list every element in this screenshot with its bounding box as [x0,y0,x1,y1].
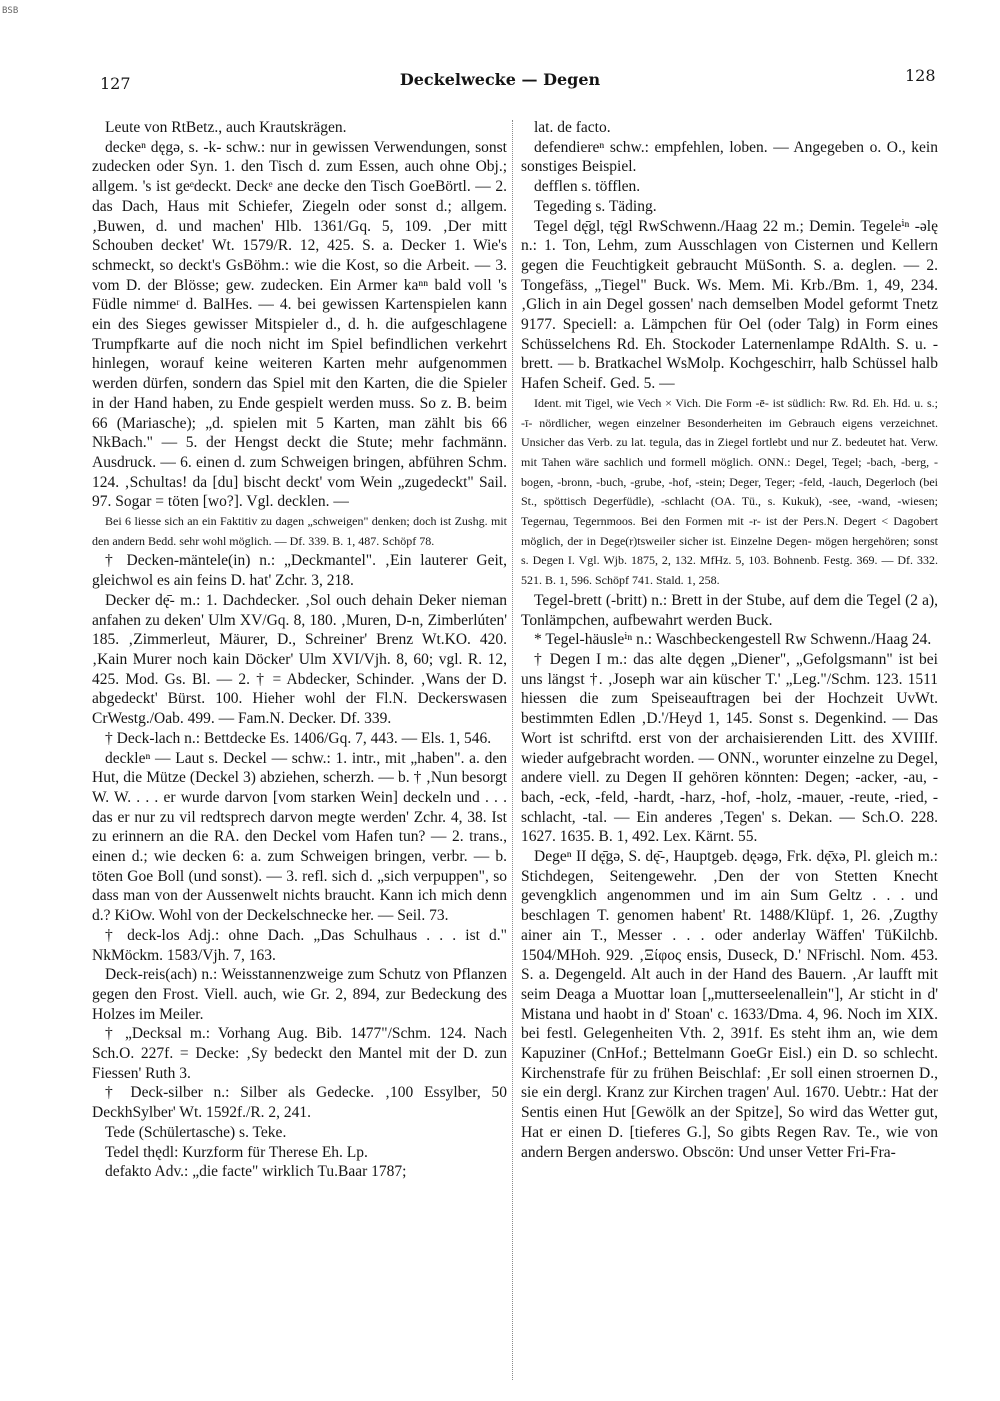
right-column [521,118,938,1388]
entry-paragraph: † „Decksal m.: Vorhang Aug. Bib. 1477"/Schm. 124. Nach Sch.O. 227f. = Decke: ‚Sy bedeckt den Mantel mit der D. zun Fiessen' Ruth 3. [92,1025,507,1082]
page-number-right: 128 [905,66,936,85]
entry-paragraph: lat. de facto. [534,119,611,136]
entry-paragraph: defakto Adv.: „die facte" wirklich Tu.Baar 1787; [105,1163,407,1181]
entry-paragraph: Decker dę̄- m.: 1. Dachdecker. ‚Sol ouch dehain Deker nieman anfahen zu deken' Ulm XV/Gq. 8, 180. ‚Muren, D-n, Zimberlúten' 185. ‚Zimmerleut, Mäurer, D., Schreiner' Brenz Wt.KO. 420. ‚Kain Murer noch kain Döcker' Ulm XVI/Vjh. 8, 60; vgl. R. 12, 425. Mod. Gs. Bl. — 2. † = Abdecker, Schinder. ‚Wans der D. abgedeckt' Bürst. 100. Hieher wohl der Fl.N. Deckerswasen CrWestg./Oab. 499. — Fam.N. Decker. Df. 339. [92,591,507,728]
entry-paragraph: † Decken-mäntele(in) n.: „Deckmantel". ‚Ein lauterer Geit, gleichwol es ain feins D. hat' Zchr. 3, 218. [92,552,507,590]
entry-paragraph: * Tegel-häusleⁱⁿ n.: Waschbeckengestell Rw Schwenn./Haag 24. [534,631,932,649]
running-title: Deckelwecke — Degen [399,70,601,89]
entry-paragraph: Tedel thędl: Kurzform für Therese Eh. Lp. [105,1143,368,1161]
entry-paragraph: † deck-los Adj.: ohne Dach. „Das Schulhaus . . . ist d." NkMöckm. 1583/Vjh. 7, 163. [92,926,507,964]
etymology-note: Ident. mit Tigel, wie Vech × Vich. Die Form -ē- ist südlich: Rw. Rd. Eh. Hd. u. s.; -ī- nördlicher, wegen einzelner Besonderheiten im Gebrauch eigens verzeichnet. Unsicher das Verb. zu lat. tegula, das in Ziegel fortlebt und nur Z. bedeutet hat. Verw. mit Tahen wäre sachlich und formell möglich. ONN.: Degel, Tegel; -bach, -berg, -bogen, -bronn, -buch, -grube, -hof, -stein; Deger, Teger; -feld, -lauch, Degerloch (bei St., spöttisch Degerfüdle), -schlacht (OA. Tü., s. Kukuk), -see, -wand, -wiesen; Tegernau, Tegernmoos. Bei den Formen mit -r- ist der Pers.N. Degert < Dagobert möglich, der in Dege(r)tsweiler sicher ist. Einzelne Degen- mögen hergehören; sonst s. Degen I. Vgl. Wjb. 1875, 2, 132. MfHz. 5, 103. Bohnenb. Festg. 369. — Df. 332. 521. B. 1, 596. Schöpf 741. Stald. 1, 258. [521,395,938,588]
entry-paragraph: defflen s. töfflen. [534,178,641,196]
left-column [92,118,507,1388]
entry-paragraph: Tegel-brett (-britt) n.: Brett in der Stube, auf dem die Tegel (2 a), Tonlämpchen, aufbewahrt werden Buck. [521,591,938,629]
column-divider [512,120,513,1380]
entry-paragraph: Degeⁿ II dę̄gə, S. dę̄-, Hauptgeb. dęəgə, Frk. dę̄xə, Pl. gleich m.: Stichdegen, Seitengewehr. ‚Den der von Stetten Knecht gevengklich angenommen und im ain Sum Geltz . . . und beschlagen T. genomen habent' Rt. 1488/Klüpf. 1, 26. ‚Zugthy ainer ain T., Messer . . . oder anderlay Wäffen' TüKilchb. 1504/MHoh. 929. ‚Ξίφος ensis, Duseck, D.' NFrischl. Nom. 453. S. a. Degengeld. Alt auch in der Hand des Bauern. ‚Ar laufft mit seim Deaga a Muottar loan [„mutterseelenallein"], Ar sticht in d' Mistana und haobt in d' Stoan' c. 1633/Dma. 4, 96. Noch im XIX. bei festl. Gelegenheiten Vth. 2, 391f. Es steht ihm an, wie dem Kapuziner (CnHof.; Bettelmann GoeGr Eisl.) ein D. so schlecht. Kirchenstrafe für zu frühen Beischlaf: ‚Er soll einen stroernen D., sie ein dergl. Kranz zur Kirchen tragen' Aul. 1670. Uebtr.: Hat der Sentis einen Hut [Gewölk an der Spitze], So wird das Wetter gut, Hat er einen D. [tieferes G.], So gibts Regen Rav. Te., wie von andern Bergen anderswo. Obscön: Und unser Vetter Fri-Fra- [521,848,938,1161]
entry-paragraph: Deck-reis(ach) n.: Weisstannenzweige zum Schutz von Pflanzen gegen den Frost. Viell. auch, wie Gr. 2, 894, zur Bedeckung des Holzes im Meiler. [92,966,507,1023]
entry-paragraph: Tegeding s. Täding. [534,197,657,215]
entry-paragraph: Leute von RtBetz., auch Krautskrägen. [105,119,347,136]
scan-label: BSB [2,6,19,16]
entry-paragraph: Tede (Schülertasche) s. Teke. [105,1123,287,1141]
page-number-left: 127 [100,74,131,93]
etymology-note: Bei 6 liesse sich an ein Faktitiv zu dagen „schweigen" denken; doch ist Zushg. mit den andern Bedd. sehr wohl möglich. — Df. 339. B. 1, 487. Schöpf 78. [92,514,507,548]
entry-paragraph: deckleⁿ — Laut s. Deckel — schw.: 1. intr., mit „haben". a. den Hut, die Mütze (Deckel 3) abziehen, scherzh. — b. † ‚Nun besorgt W. W. . . . er wurde darvon [vom starken Wein] deckeln und . . . das er nur zu vil redtsprech darvon megte werden' Zchr. 4, 38. Ist zu erinnern an die RA. den Deckel vom Hafen tun? — 2. trans., einen d.; wie decken 6: a. zum Schweigen bringen, verbr. — b. töten Goe Boll (und sonst). — 3. refl. sich d. „sich verpuppen", so dass man von der Aussenwelt nichts braucht. Kann ich mich denn d.? KiOw. Wohl von der Deckelschnecke her. — Seil. 73. [92,749,507,925]
entry-paragraph: † Deck-silber n.: Silber als Gedecke. ‚100 Essylber, 50 DeckhSylber' Wt. 1592f./R. 2, 241. [92,1084,507,1122]
entry-paragraph: Tegel dę̄gl, tę̄gl RwSchwenn./Haag 22 m.; Demin. Tegeleⁱⁿ -əlę n.: 1. Ton, Lehm, zum Ausschlagen von Cisternen und Kellern gegen die Feuchtigkeit gebraucht MüSonth. S. a. deglen. — 2. Tongefäss, „Tiegel" Buck. Ws. Mem. Mi. Krb./Bm. 1, 49, 234. ‚Glich in ain Degel gossen' nach demselben Model geformt Tnetz 9177. Speciell: a. Lämpchen für Oel (oder Talg) in Form eines Schüsselchens Rd. Eh. Stockoder Laternenlampe RdAlth. S. u. -brett. — b. Bratkachel WsMolp. Kochgeschirr, halb Schüssel halb Hafen Scheif. Ged. 5. — [521,217,938,393]
page-header [0,0,1000,110]
entry-paragraph: † Degen I m.: das alte dęgen „Diener", „Gefolgsmann" ist bei uns längst †. ‚Joseph war ain küscher T.' „Leg."/Schm. 123. 1511 hiessen die zum Speiseauftragen bei der Hochzeit UvWt. bestimmten Edlen ‚D.'/Heyd 1, 145. Sonst s. Degenkind. — Das Wort ist schriftd. erst von der archaisierenden Litt. des XVIIIf. wieder aufgebracht worden. — ONN., worunter einzelne zu Degel, andere viell. zu Degen II gehören könnten: Degen; -acker, -au, -bach, -eck, -feld, -hardt, -harz, -hof, -holz, -mauer, -reute, -ried, -schlacht, -tal. — Ein anderes ‚Tegen' s. Dekan. — Sch.O. 228. 1627. 1635. B. 1, 492. Lex. Kärnt. 55. [521,650,938,846]
entry-paragraph: deckeⁿ dęgə, s. -k- schw.: nur in gewissen Verwendungen, sonst zudecken oder Syn. 1. den Tisch d. zum Essen, auch ohne Obj.; allgem. 's ist geᵉdeckt. Deckᵉ ane decke den Tisch GoeBörtl. — 2. das Dach, Haus mit Schiefer, Ziegeln oder sonst d.; allgem. ‚Buwen, d. und machen' Hlb. 1361/Gq. 5, 109. ‚Der mitt Schouben decket' Wt. 1579/R. 12, 425. S. a. Decker 1. Wie's schmeckt, so deckt's GsBöhm.: wie die Kost, so die Arbeit. — 3. vom D. der Blösse; gew. zudecken. Ein Armer kaⁿⁿ bald voll 's Füdle nimmeʳ d. BalHes. — 4. bei gewissen Kartenspielen kann ein des Sieges gewisser Mitspieler d., d. h. die aufgeschlagene Trumpfkarte auf die noch nicht im Spiel befindlichen verkehrt hinlegen, worauf keine weiteren Karten mehr aufgenommen werden dürfen, sondern das Spiel mit den Karten, die die Spieler in der Hand haben, zu Ende gespielt werden muss. So z. B. beim 66 (Mariasche); „d. spielen mit 5 Karten, man zählt bis 66 NkBach." — 5. der Hengst deckt die Stute; mehr fachmänn. Ausdruck. — 6. einen d. zum Schweigen bringen, abführen Schm. 124. ‚Schultas! da [du] bischt deckt' vom Wein „zugedeckt" Sail. 97. Sogar = töten [wo?]. Vgl. decklen. — [92,138,507,511]
entry-paragraph: defendiereⁿ schw.: empfehlen, loben. — Angegeben o. O., kein sonstiges Beispiel. [521,138,938,176]
entry-paragraph: † Deck-lach n.: Bettdecke Es. 1406/Gq. 7, 443. — Els. 1, 546. [105,729,492,747]
